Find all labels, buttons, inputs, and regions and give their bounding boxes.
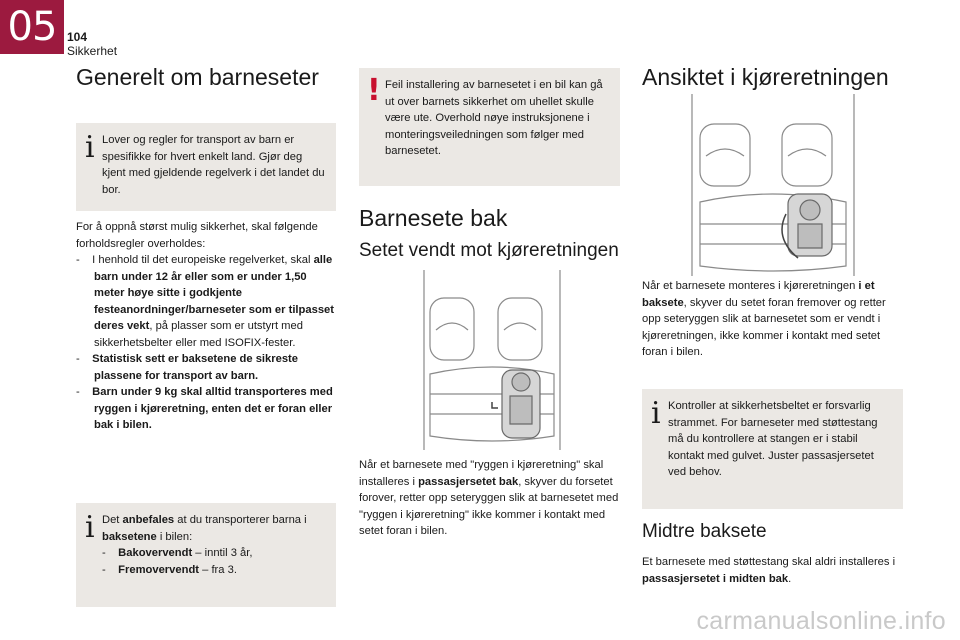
col3-title: Ansiktet i kjøreretningen	[642, 64, 889, 90]
info-box-recommendation	[76, 503, 336, 607]
col2-subtitle: Setet vendt mot kjøreretningen	[359, 240, 619, 261]
info-icon: i	[651, 396, 661, 431]
info-box-regulations	[76, 123, 336, 211]
rule-1: - I henhold til det europeiske regelverket, skal alle barn under 12 år eller som er under 1,50 meter høye sitte i godkjente festeanordninger/barneseter som er tilpasset deres vekt, på plasser som er utstyrt med sikkerhetsbelter eller med ISOFIX-fester.	[76, 254, 334, 349]
col1-intro: For å oppnå størst mulig sikkerhet, skal følgende forholdsregler overholdes:	[76, 221, 318, 250]
warning-box	[359, 68, 620, 186]
warning-icon: !	[367, 73, 381, 108]
info-icon: i	[85, 510, 95, 545]
col3-title2: Midtre baksete	[642, 521, 767, 542]
recommendation-item-2: - Fremovervendt – fra 3.	[102, 563, 237, 576]
info-box-text: Lover og regler for transport av barn er spesifikke for hvert enkelt land. Gjør deg kjent med gjeldende regelverk i det landet du bor.	[102, 134, 325, 196]
warning-box-text: Feil installering av barnesetet i en bil kan gå ut over barnets sikkerhet om uhellet skulle være ute. Overhold nøye instruksjonene i monteringsveiledningen som følger med barnesetet.	[385, 79, 603, 157]
forward-facing-seat-illustration	[686, 94, 860, 276]
rule-3: - Barn under 9 kg skal alltid transporteres med ryggen i kjøreretning, enten det er foran eller bak i bilen.	[76, 386, 333, 431]
col1-rules	[76, 219, 338, 434]
col2-paragraph: Når et barnesete med "ryggen i kjøreretning" skal installeres i passasjersetet bak, skyver du forsetet forover, retter opp seteryggen slik at barnesetet med "ryggen i kjøreretning" ikke kommer i kontakt med setet foran i bilen.	[359, 459, 619, 537]
section-name: Sikkerhet	[67, 44, 118, 58]
info-box-text: Det anbefales at du transporterer barna i baksetene i bilen: - Bakovervendt – inntil 3 år, - Fremovervendt – fra 3.	[102, 512, 326, 578]
info-box-belt	[642, 389, 903, 509]
watermark: carmanualsonline.info	[696, 607, 946, 635]
col3-paragraph2: Et barnesete med støttestang skal aldri installeres i passasjersetet i midten bak.	[642, 556, 896, 585]
rule-2: - Statistisk sett er baksetene de sikreste plassene for transport av barn.	[76, 353, 299, 382]
page-number: 104	[67, 30, 88, 44]
info-icon: i	[85, 130, 95, 165]
rear-facing-seat-illustration	[418, 270, 566, 450]
col1-title: Generelt om barneseter	[76, 64, 319, 90]
col2-title: Barnesete bak	[359, 205, 508, 231]
info-box-text: Kontroller at sikkerhetsbeltet er forsvarlig strammet. For barneseter med støttestang må du kontrollere at stangen er i stabil kontakt med gulvet. Juster passasjersetet ved behov.	[668, 400, 878, 478]
chapter-badge: 05	[0, 0, 64, 54]
recommendation-item-1: - Bakovervendt – inntil 3 år,	[102, 547, 253, 559]
col3-paragraph: Når et barnesete monteres i kjøreretningen i et baksete, skyver du setet foran fremover og retter opp seteryggen slik at barnesetet som er vendt i kjøreretningen, ikke kommer i kontakt med setet foran i bilen.	[642, 280, 886, 358]
